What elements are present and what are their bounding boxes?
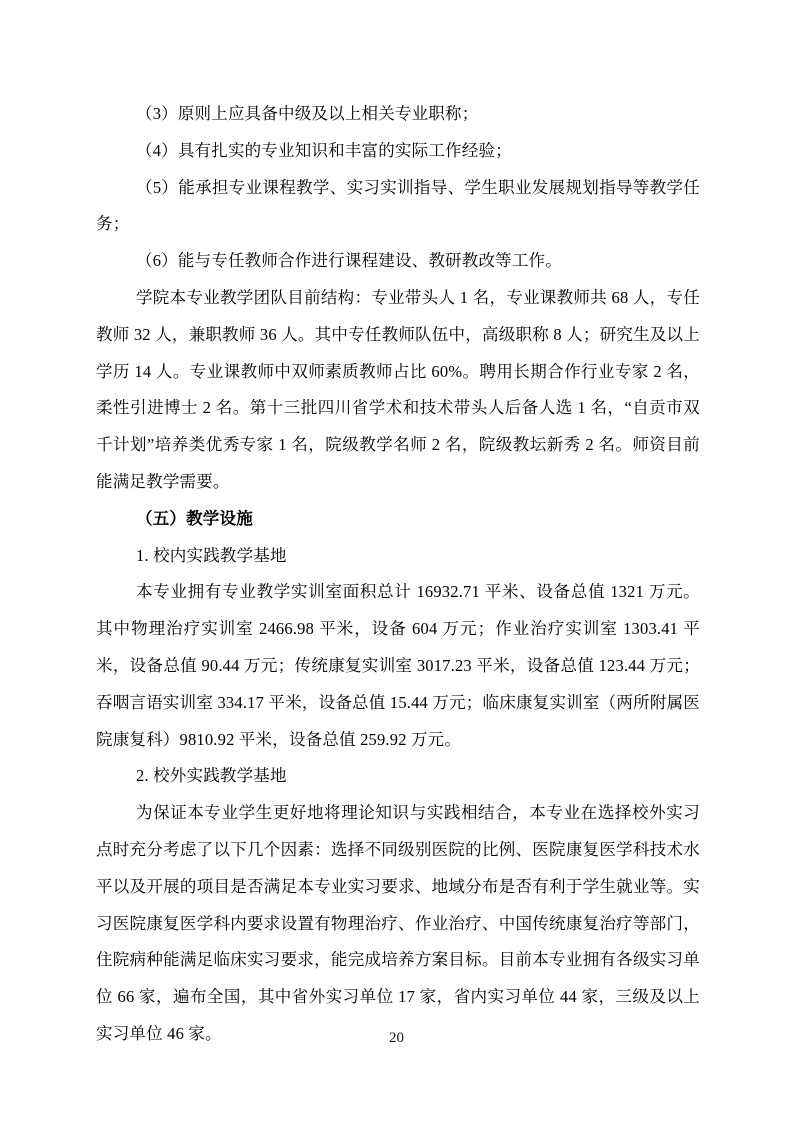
subsection-on-campus-practice-bases: 1. 校内实践教学基地 — [136, 545, 287, 565]
numbered-item-6: （6）能与专任教师合作进行课程建设、教研教改等工作。 — [136, 251, 562, 271]
numbered-item-5: （5）能承担专业课程教学、实习实训指导、学生职业发展规划指导等教学任务； — [96, 177, 700, 234]
faculty-structure-paragraph: 学院本专业教学团队目前结构：专业带头人 1 名，专业课教师共 68 人，专任教师 32 人，兼职教师 36 人。其中专任教师队伍中，高级职称 8 人；研究生及以上学历 14 人。专业课教师中双师素质教师占比 60%。聘用长期合作行业专家 2 名，柔性引进博士 2 名。第十三批四川省学术和技术带头人后备人选 1 名，“自贡市双千计划”培养类优秀专家 1 名，院级教学名师 2 名，院级教坛新秀 2 名。师资目前能满足教学需要。 — [96, 287, 700, 491]
numbered-item-4: （4）具有扎实的专业知识和丰富的实际工作经验； — [136, 140, 512, 160]
page-number: 20 — [389, 1030, 404, 1046]
off-campus-bases-paragraph: 为保证本专业学生更好地将理论知识与实践相结合，本专业在选择校外实习点时充分考虑了以下几个因素：选择不同级别医院的比例、医院康复医学科技术水平以及开展的项目是否满足本专业实习要求、地域分布是否有利于学生就业等。实习医院康复医学科内要求设置有物理治疗、作业治疗、中国传统康复治疗等部门，住院病种能满足临床实习要求，能完成培养方案目标。目前本专业拥有各级实习单位 66 家，遍布全国，其中省外实习单位 17 家，省内实习单位 44 家，三级及以上实习单位 46 家。 — [96, 803, 700, 1043]
subsection-off-campus-practice-bases: 2. 校外实践教学基地 — [136, 766, 287, 786]
numbered-item-3: （3）原则上应具备中级及以上相关专业职称； — [136, 104, 479, 123]
section-heading-teaching-facilities: （五）教学设施 — [136, 508, 253, 528]
document-body — [96, 96, 700, 1053]
on-campus-facilities-paragraph: 本专业拥有专业教学实训室面积总计 16932.71 平米、设备总值 1321 万元。其中物理治疗实训室 2466.98 平米，设备 604 万元；作业治疗实训室 1303.41 平米，设备总值 90.44 万元；传统康复实训室 3017.23 平米，设备总值 123.44 万元；吞咽言语实训室 334.17 平米，设备总值 15.44 万元；临床康复实训室（两所附属医院康复科）9810.92 平米，设备总值 259.92 万元。 — [96, 582, 700, 749]
